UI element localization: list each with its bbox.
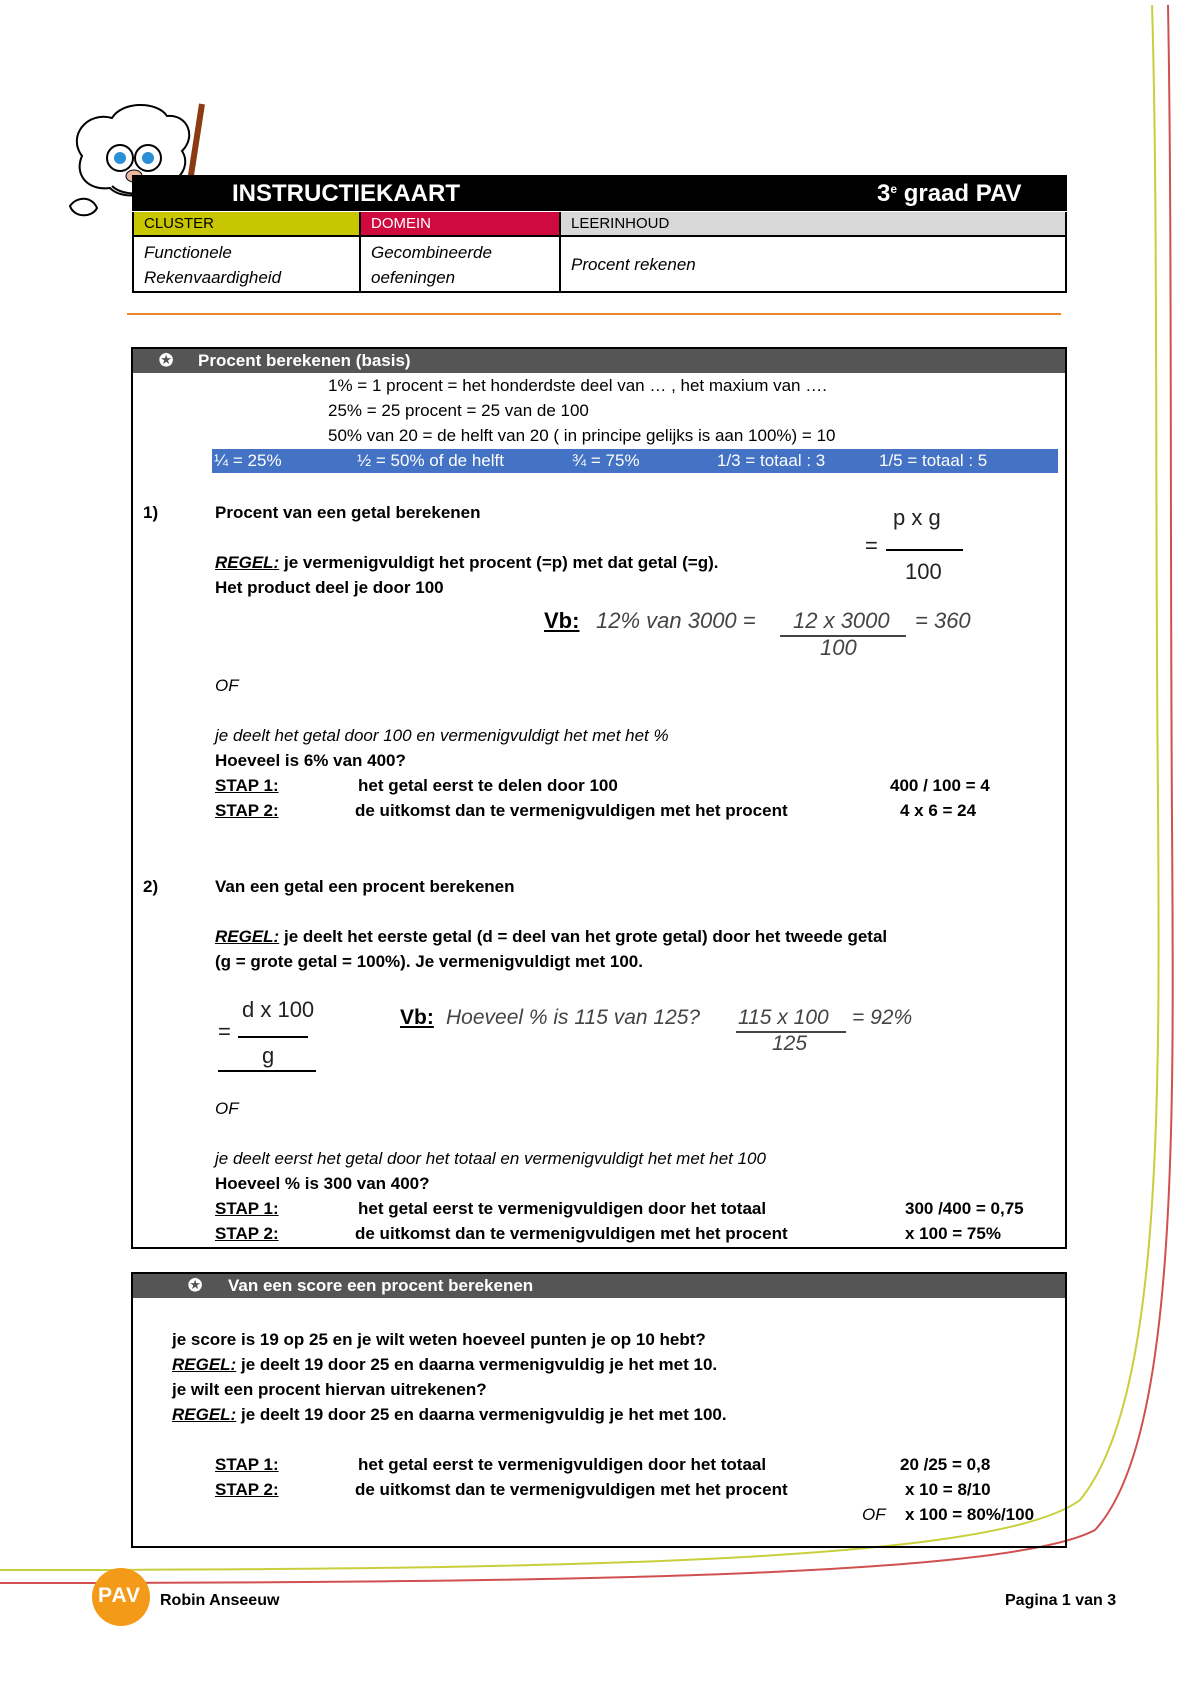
section-basic-box [131, 347, 1067, 1249]
step-1-text: het getal eerst te delen door 100 [358, 776, 618, 795]
item-2-title: Van een getal een procent berekenen [215, 877, 515, 896]
star-icon: ✪ [159, 351, 174, 370]
grade-label: 3e graad PAV [877, 180, 1022, 207]
item-1-title: Procent van een getal berekenen [215, 503, 481, 522]
author-name: Robin Anseeuw [160, 1592, 280, 1609]
cluster-header: CLUSTER [132, 212, 361, 236]
score-or: OF [862, 1505, 886, 1524]
example-1-result: = 360 [915, 608, 971, 633]
score-line-1: je score is 19 op 25 en je wilt weten hoeveel punten je op 10 hebt? [172, 1330, 706, 1349]
divider-line [127, 313, 1061, 315]
score-step-1-calc: 20 /25 = 0,8 [900, 1455, 991, 1474]
formula-1-fraction-line [886, 549, 963, 551]
step-3-calc: 300 /400 = 0,75 [905, 1199, 1024, 1218]
content-header: LEERINHOUD [559, 212, 1067, 236]
step-4-text: de uitkomst dan te vermenigvuldigen met het procent [355, 1224, 788, 1243]
example-1-text: 12% van 3000 = [596, 608, 756, 633]
cluster-value: Functionele Rekenvaardigheid [132, 235, 361, 293]
example-2-text: Hoeveel % is 115 van 125? [446, 1006, 701, 1029]
rule-1-line-1: REGEL: je vermenigvuldigt het procent (=p) met dat getal (=g). [215, 553, 719, 572]
basic-line-2: 25% = 25 procent = 25 van de 100 [328, 401, 589, 420]
example-2-denominator: 125 [772, 1032, 808, 1055]
step-4-label: STAP 2: [215, 1224, 279, 1243]
content-value: Procent rekenen [559, 235, 1067, 293]
question-1: Hoeveel is 6% van 400? [215, 751, 406, 770]
domain-value: Gecombineerde oefeningen [359, 235, 561, 293]
formula-2-fraction-line-top [238, 1036, 308, 1038]
rule-2-line-2: (g = grote getal = 100%). Je vermenigvuldigt met 100. [215, 952, 643, 971]
example-2-numerator: 115 x 100 [738, 1006, 829, 1029]
step-2-label: STAP 2: [215, 801, 279, 820]
formula-1-equals: = [865, 533, 878, 558]
rule-2-line-1: REGEL: je deelt het eerste getal (d = deel van het grote getal) door het tweede getal [215, 927, 888, 946]
section-basic-header [133, 349, 1065, 373]
section-score-header [133, 1274, 1065, 1298]
example-2-result: = 92% [852, 1006, 913, 1029]
step-2-text: de uitkomst dan te vermenigvuldigen met het procent [355, 801, 788, 820]
method-2-alt: je deelt eerst het getal door het totaal en vermenigvuldigt het met het 100 [215, 1149, 766, 1168]
score-step-2-calc: x 10 = 8/10 [905, 1480, 991, 1499]
formula-2-equals: = [218, 1019, 231, 1044]
fraction-quarter: ¼ = 25% [214, 451, 282, 470]
formula-2-denominator: g [262, 1043, 275, 1068]
step-4-calc: x 100 = 75% [905, 1224, 1001, 1243]
fraction-half: ½ = 50% of de helft [357, 451, 504, 470]
star-icon: ✪ [188, 1276, 203, 1295]
example-1-label: Vb: [544, 608, 580, 633]
score-step-2-label: STAP 2: [215, 1480, 279, 1499]
section-basic-title: Procent berekenen (basis) [198, 351, 411, 370]
step-2-calc: 4 x 6 = 24 [900, 801, 977, 820]
formula-2-numerator: d x 100 [242, 997, 315, 1022]
example-1-numerator: 12 x 3000 [793, 608, 890, 633]
fraction-third: 1/3 = totaal : 3 [717, 451, 826, 470]
domain-header: DOMEIN [359, 212, 561, 236]
or-1: OF [215, 676, 239, 695]
logo-text: PAV [98, 1584, 142, 1607]
step-1-label: STAP 1: [215, 776, 279, 795]
score-step-2-alt-calc: x 100 = 80%/100 [905, 1505, 1035, 1524]
step-3-label: STAP 1: [215, 1199, 279, 1218]
formula-1-numerator: p x g [893, 505, 941, 530]
score-step-2-text: de uitkomst dan te vermenigvuldigen met het procent [355, 1480, 788, 1499]
basic-line-1: 1% = 1 procent = het honderdste deel van … , het maxium van …. [328, 376, 827, 395]
fraction-equivalents-bar [212, 449, 1058, 473]
formula-1-denominator: 100 [905, 559, 942, 584]
score-line-2: je wilt een procent hiervan uitrekenen? [172, 1380, 487, 1399]
step-1-calc: 400 / 100 = 4 [890, 776, 990, 795]
example-2-label: Vb: [400, 1006, 434, 1029]
score-step-1-label: STAP 1: [215, 1455, 279, 1474]
basic-line-3: 50% van 20 = de helft van 20 ( in principe gelijks is aan 100%) = 10 [328, 426, 836, 445]
item-1-number: 1) [143, 503, 159, 522]
or-2: OF [215, 1099, 239, 1118]
example-1-denominator: 100 [820, 635, 857, 660]
score-rule-1: REGEL: je deelt 19 door 25 en daarna vermenigvuldig je het met 10. [172, 1355, 718, 1374]
formula-2-fraction-line-bottom [218, 1070, 316, 1072]
pav-logo [92, 1568, 150, 1626]
rule-1-line-2: Het product deel je door 100 [215, 578, 444, 597]
method-1-alt: je deelt het getal door 100 en vermenigvuldigt het met het % [215, 726, 669, 745]
page-number: Pagina 1 van 3 [1005, 1592, 1117, 1609]
score-step-1-text: het getal eerst te vermenigvuldigen door het totaal [358, 1455, 767, 1474]
fraction-fifth: 1/5 = totaal : 5 [879, 451, 988, 470]
card-title: INSTRUCTIEKAART [232, 180, 460, 207]
step-3-text: het getal eerst te vermenigvuldigen door het totaal [358, 1199, 767, 1218]
item-2-number: 2) [143, 877, 159, 896]
score-rule-2: REGEL: je deelt 19 door 25 en daarna vermenigvuldig je het met 100. [172, 1405, 727, 1424]
question-2: Hoeveel % is 300 van 400? [215, 1174, 430, 1193]
section-score-title: Van een score een procent berekenen [228, 1276, 534, 1295]
fraction-three-quarters: ¾ = 75% [572, 451, 640, 470]
